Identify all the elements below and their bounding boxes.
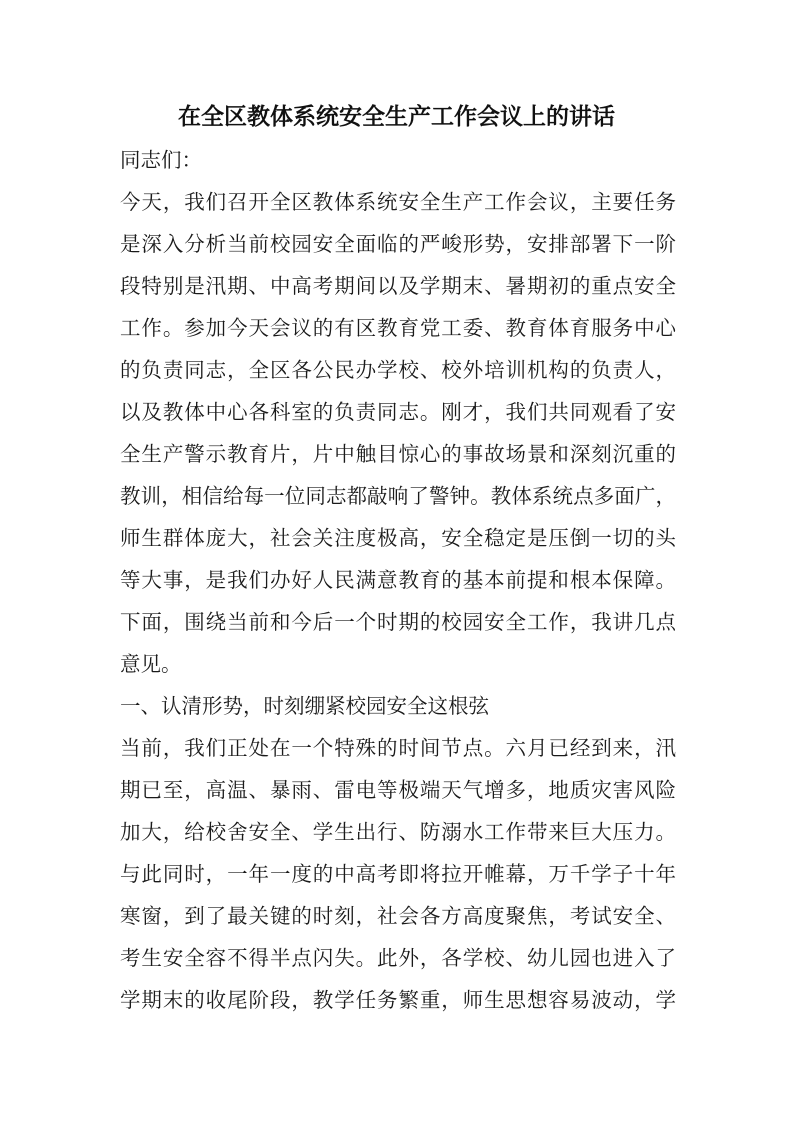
body-line: 与此同时，一年一度的中高考即将拉开帷幕，万千学子十年 <box>120 862 676 886</box>
body-line: 学期末的收尾阶段，教学任务繁重，师生思想容易波动，学 <box>120 988 676 1012</box>
section-heading: 一、认清形势，时刻绷紧校园安全这根弦 <box>120 694 489 718</box>
body-line: 教训，相信给每一位同志都敲响了警钟。教体系统点多面广， <box>120 484 676 508</box>
body-line: 师生群体庞大，社会关注度极高，安全稳定是压倒一切的头 <box>120 526 676 550</box>
body-line: 工作。参加今天会议的有区教育党工委、教育体育服务中心 <box>120 316 676 340</box>
salutation-line: 同志们： <box>120 148 202 172</box>
body-line: 期已至，高温、暴雨、雷电等极端天气增多，地质灾害风险 <box>120 778 676 802</box>
body-line: 下面，围绕当前和今后一个时期的校园安全工作，我讲几点 <box>120 610 676 634</box>
body-line: 寒窗，到了最关键的时刻，社会各方高度聚焦，考试安全、 <box>120 904 676 928</box>
body-line: 当前，我们正处在一个特殊的时间节点。六月已经到来，汛 <box>120 736 676 760</box>
body-line: 加大，给校舍安全、学生出行、防溺水工作带来巨大压力。 <box>120 820 676 844</box>
body-line: 段特别是汛期、中高考期间以及学期末、暑期初的重点安全 <box>120 274 676 298</box>
body-line: 今天，我们召开全区教体系统安全生产工作会议，主要任务 <box>120 190 676 214</box>
body-line: 是深入分析当前校园安全面临的严峻形势，安排部署下一阶 <box>120 232 676 256</box>
body-line: 等大事，是我们办好人民满意教育的基本前提和根本保障。 <box>120 568 676 592</box>
body-line: 以及教体中心各科室的负责同志。刚才，我们共同观看了安 <box>120 400 676 424</box>
body-line: 意见。 <box>120 652 182 676</box>
document-title: 在全区教体系统安全生产工作会议上的讲话 <box>178 104 615 130</box>
body-line: 的负责同志，全区各公民办学校、校外培训机构的负责人， <box>120 358 676 382</box>
body-line: 考生安全容不得半点闪失。此外，各学校、幼儿园也进入了 <box>120 946 676 970</box>
body-line: 全生产警示教育片，片中触目惊心的事故场景和深刻沉重的 <box>120 442 676 466</box>
